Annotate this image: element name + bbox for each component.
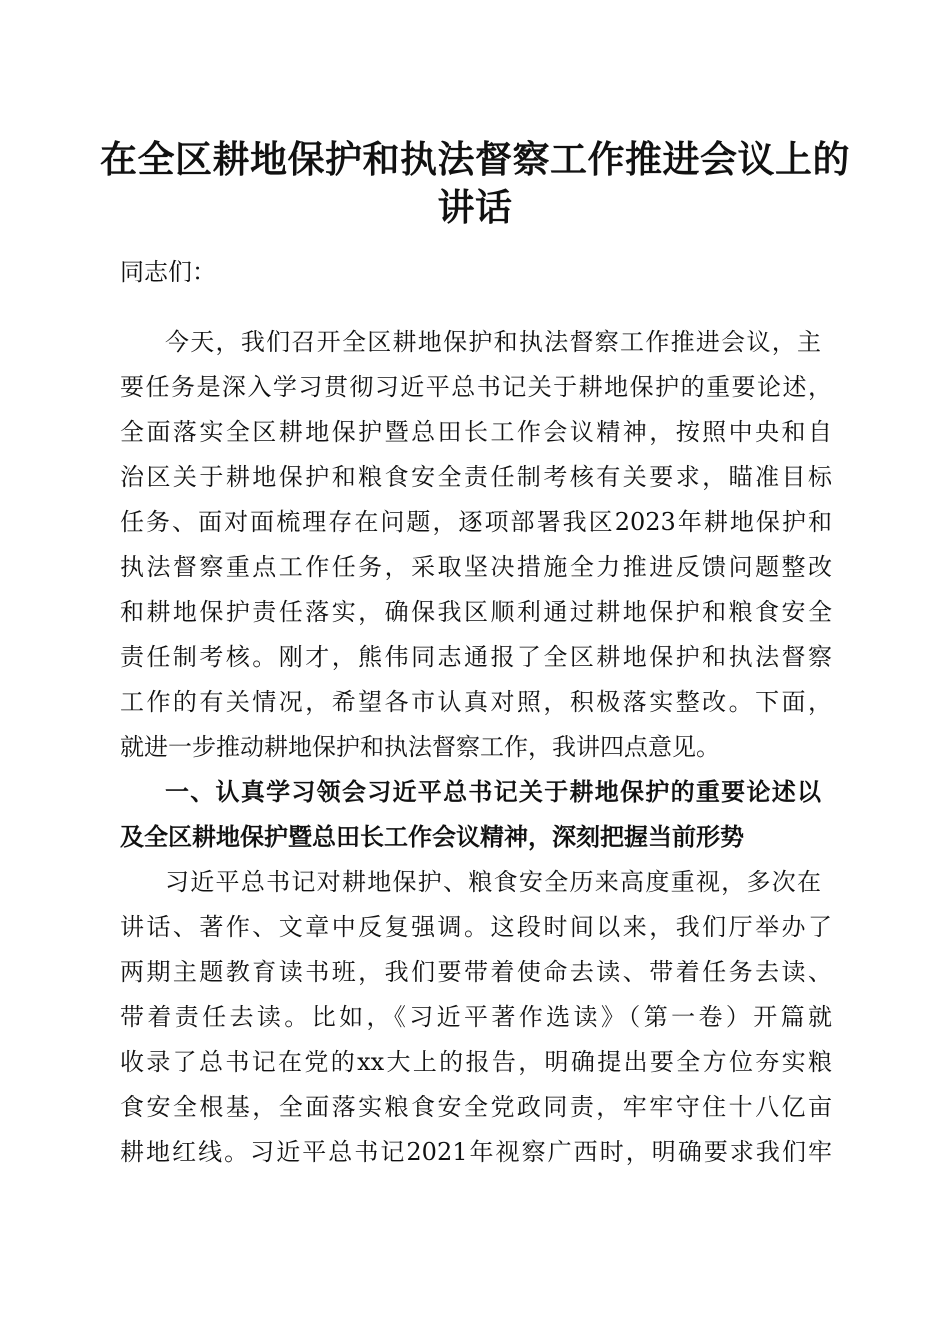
paragraph-line: 全面落实全区耕地保护暨总田长工作会议精神，按照中央和自 xyxy=(120,418,832,446)
paragraph-line: 今天，我们召开全区耕地保护和执法督察工作推进会议，主 xyxy=(165,328,821,356)
paragraph-line: 收录了总书记在党的xx大上的报告，明确提出要全方位夯实粮 xyxy=(120,1048,832,1076)
paragraph-line: 习近平总书记对耕地保护、粮食安全历来高度重视，多次在 xyxy=(165,868,821,896)
paragraph-line: 工作的有关情况，希望各市认真对照，积极落实整改。下面， xyxy=(120,688,832,716)
paragraph-line: 和耕地保护责任落实，确保我区顺利通过耕地保护和粮食安全 xyxy=(120,598,832,626)
paragraph-line: 两期主题教育读书班，我们要带着使命去读、带着任务去读、 xyxy=(120,958,832,986)
paragraph-line: 带着责任去读。比如，《习近平著作选读》（第一卷）开篇就 xyxy=(120,1003,832,1031)
salutation: 同志们： xyxy=(120,258,216,286)
paragraph-line: 就进一步推动耕地保护和执法督察工作，我讲四点意见。 xyxy=(120,733,720,761)
document-title-line-1: 在全区耕地保护和执法督察工作推进会议上的 xyxy=(100,137,850,181)
paragraph-line: 责任制考核。刚才，熊伟同志通报了全区耕地保护和执法督察 xyxy=(120,643,832,671)
paragraph-line: 食安全根基，全面落实粮食安全党政同责，牢牢守住十八亿亩 xyxy=(120,1093,832,1121)
paragraph-line: 耕地红线。习近平总书记2021年视察广西时，明确要求我们牢 xyxy=(120,1138,832,1166)
paragraph-line: 要任务是深入学习贯彻习近平总书记关于耕地保护的重要论述， xyxy=(120,373,832,401)
paragraph-line: 执法督察重点工作任务，采取坚决措施全力推进反馈问题整改 xyxy=(120,553,832,581)
paragraph-line: 治区关于耕地保护和粮食安全责任制考核有关要求，瞄准目标 xyxy=(120,463,832,491)
paragraph-line: 任务、面对面梳理存在问题，逐项部署我区2023年耕地保护和 xyxy=(120,508,832,536)
document-title-line-2: 讲话 xyxy=(437,185,513,229)
paragraph-line: 讲话、著作、文章中反复强调。这段时间以来，我们厅举办了 xyxy=(120,913,832,941)
section-heading-line: 及全区耕地保护暨总田长工作会议精神，深刻把握当前形势 xyxy=(120,823,744,851)
section-heading-line: 一、认真学习领会习近平总书记关于耕地保护的重要论述以 xyxy=(165,778,821,806)
